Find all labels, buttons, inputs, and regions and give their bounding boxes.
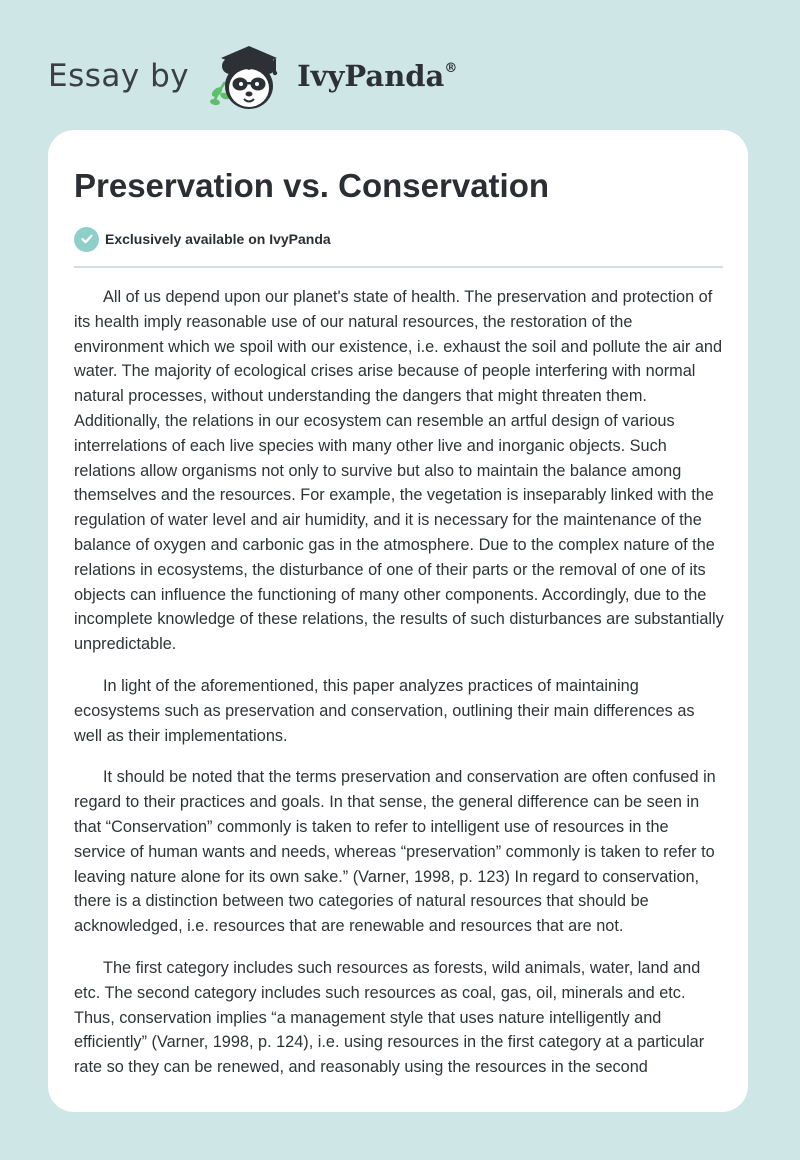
registered-mark: ® (444, 61, 458, 76)
exclusive-label: Exclusively available on IvyPanda (105, 231, 331, 247)
paragraph-3: It should be noted that the terms preservation and conservation are often confused in regard to their practices and goals. In that sense, the general difference can be seen in that “Conservation” commonly is taken to refer to intelligent use of resources in the service of human wants and needs, whereas “preservation” commonly is taken to refer to leaving nature alone for its own sake.” (Varner, 1998, p. 123) In regard to conservation, there is a distinction between two categories of natural resources that should be acknowledged, i.e. resources that are renewable and resources that are not. (74, 768, 716, 936)
brand-name[interactable]: IvyPanda® (297, 59, 458, 93)
essay-card (48, 130, 748, 1112)
paragraph-4: The first category includes such resources as forests, wild animals, water, land and etc. The second category includes such resources as coal, gas, oil, minerals and etc. Thus, conservation implies “a management style that uses nature intelligently and efficiently” (Varner, 1998, p. 124), i.e. using resources in the first category at a particular rate so they can be renewed, and reasonably using the resources in the second (74, 958, 705, 1077)
exclusive-badge (74, 226, 722, 252)
paragraph-1: All of us depend upon our planet's state of health. The preservation and protection of its health imply reasonable use of our natural resources, the restoration of the environment which we spoil with our existence, i.e. exhaust the soil and pollute the air and water. The majority of ecological crises arise because of people interfering with normal natural processes, without understanding the dangers that might threaten them. Additionally, the relations in our ecosystem can resemble an artful design of various interrelations of each live species with many other live and inorganic objects. Such relations allow organisms not only to survive but also to maintain the balance among themselves and the resources. For example, the vegetation is inseparably linked with the regulation of water level and air humidity, and it is necessary for the maintenance of the balance of oxygen and carbonic gas in the atmosphere. Due to the complex nature of the relations in ecosystems, the disturbance of one of their parts or the removal of one of its objects can influence the functioning of many other components. Accordingly, due to the incomplete knowledge of these relations, the results of such disturbances are substantially unpredictable. (74, 288, 724, 654)
divider (74, 266, 723, 268)
page-title: Preservation vs. Conservation (74, 167, 550, 204)
site-header (48, 36, 457, 116)
checkmark-icon (74, 227, 99, 252)
panda-graduate-logo-icon (203, 36, 295, 116)
essay-body (74, 285, 724, 1080)
paragraph-2: In light of the aforementioned, this paper analyzes practices of maintaining ecosystems such as preservation and conservation, outlining their main differences as well as their implementations. (74, 676, 695, 745)
essay-by-label: Essay by (48, 58, 190, 94)
